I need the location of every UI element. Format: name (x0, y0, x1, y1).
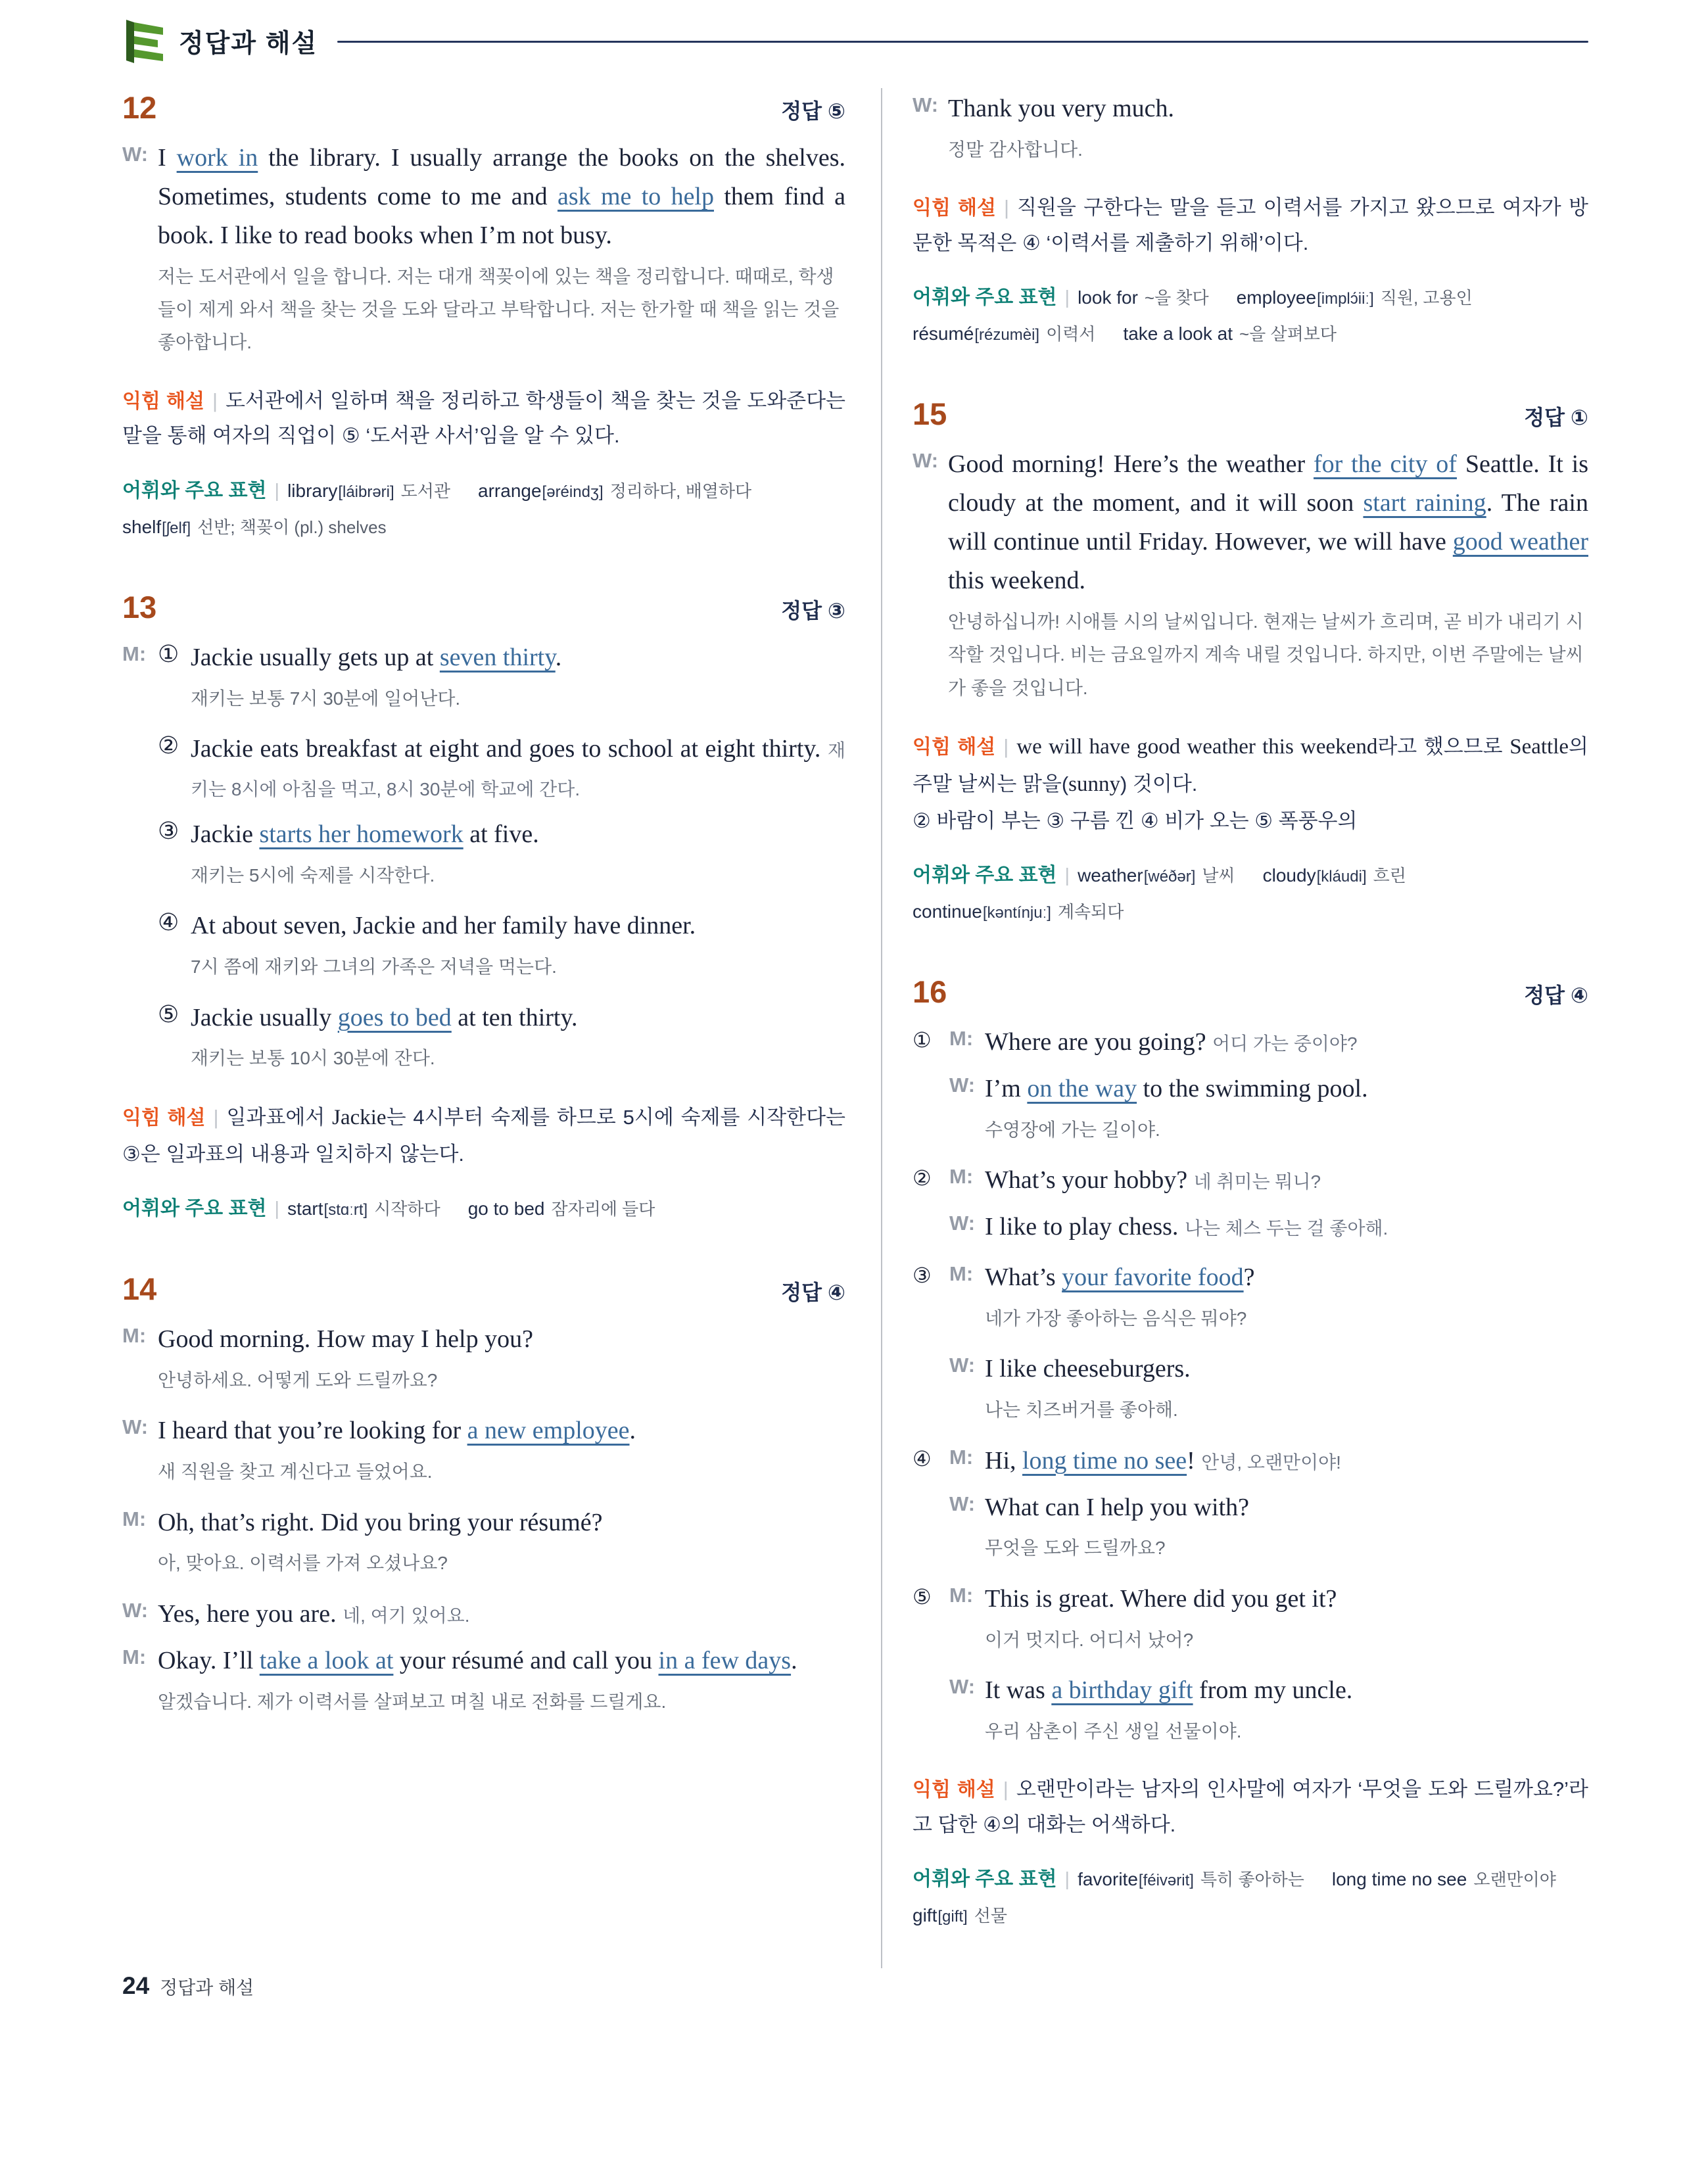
english-text (158, 1642, 845, 1680)
vocabulary-label: 어휘와 주요 표현 (913, 864, 1057, 886)
explanation (913, 1772, 1588, 1842)
speaker-label: W: (949, 1492, 976, 1515)
vocab-meaning: 도서관 (400, 481, 451, 501)
text-segment: Seattle. It is cloudy at the moment, and it will soon (948, 450, 1589, 517)
item-number: ⑤ (913, 1584, 932, 1609)
text-segment: I like to play chess. (985, 1213, 1185, 1241)
numbered-statement-line (122, 730, 845, 807)
reply-line (949, 1671, 1588, 1710)
key-expression: work in (176, 144, 258, 172)
korean-translation: 7시 쯤에 재키와 그녀의 가족은 저녁을 먹는다. (191, 957, 557, 978)
vocabulary-label: 어휘와 주요 표현 (122, 479, 267, 502)
korean-translation: 이거 멋지다. 어디서 났어? (985, 1629, 1194, 1650)
text-segment: . (629, 1417, 636, 1445)
item-number: ④ (913, 1446, 932, 1471)
reply-line (949, 1208, 1588, 1246)
english-inline: we will have good weather this weekend (1016, 735, 1378, 759)
vocab-meaning: 오랜만이야 (1473, 1870, 1556, 1890)
content-columns (122, 88, 1588, 1968)
text-segment: 오랜만이라는 남자의 인사말에 여자가 ‘무엇을 도와 드릴까요?’라고 답한 ④의 대화는 어색하다. (913, 1778, 1588, 1836)
vocab-term: shelf (122, 516, 162, 537)
text-segment: 의 주말 날씨는 맑을( (913, 735, 1588, 795)
text-segment: Oh, that’s right. Did you bring your résumé? (158, 1508, 603, 1536)
vocab-term: employee (1236, 287, 1317, 308)
item-number: ⑤ (158, 1001, 179, 1028)
speaker-label: M: (949, 1583, 974, 1607)
text-segment: ! (1187, 1446, 1202, 1475)
text-segment: . The rain will continue until Friday. However, we will have (948, 489, 1588, 556)
dialogue-line (122, 1595, 845, 1634)
vocab-term: look for (1078, 287, 1138, 308)
speaker-label: M: (949, 1165, 974, 1189)
vocab-pronunciation: [implɔ́iiː] (1317, 290, 1374, 308)
korean-translation: 저는 도서관에서 일을 합니다. 저는 대개 책꽂이에 있는 책을 정리합니다. 때때로, 학생들이 제게 와서 책을 찾는 것을 도와 달라고 부탁합니다. 저는 한가할 때 책을 읽는 것을 좋아합니다. (158, 266, 840, 353)
english-inline: Jackie (332, 1105, 387, 1129)
numbered-dialogue-line (913, 1258, 1588, 1297)
question-number: 15 (913, 396, 947, 432)
korean-inline: 나는 체스 두는 걸 좋아해. (1184, 1218, 1388, 1239)
text-segment: 도서관에서 일하며 책을 정리하고 학생들이 책을 찾는 것을 도와준다는 말을 통해 여자의 직업이 ⑤ ‘도서관 사서’임을 알 수 있다. (122, 389, 845, 448)
text-segment: Good morning. How may I help you? (158, 1325, 533, 1353)
english-text (191, 730, 845, 807)
answer-badge: 정답 ③ (781, 598, 845, 623)
text-segment: 직원을 구한다는 말을 듣고 이력서를 가지고 왔으므로 여자가 방문한 목적은 ④ ‘이력서를 제출하기 위해’이다. (913, 196, 1588, 254)
label-divider: | (1064, 1869, 1070, 1891)
korean-inline: 재키는 8시에 아침을 먹고, 8시 30분에 학교에 간다. (191, 740, 845, 800)
vocab-entry (913, 316, 1095, 352)
text-segment: ? (1243, 1264, 1255, 1292)
text-segment: What’s (985, 1264, 1062, 1292)
vocab-entry (478, 473, 751, 509)
explanation (913, 728, 1588, 838)
key-expression: your favorite food (1062, 1264, 1244, 1292)
page-footer (122, 1972, 254, 2000)
key-expression: starts her homework (259, 820, 463, 848)
vocab-pronunciation: [gift] (937, 1908, 968, 1926)
vocab-pronunciation: [kəntínjuː] (982, 904, 1051, 922)
label-divider: | (1064, 864, 1070, 886)
answer-badge: 정답 ⑤ (781, 99, 845, 123)
speaker-label: M: (949, 1027, 974, 1051)
vocab-meaning: 날씨 (1202, 865, 1235, 886)
question-header (913, 396, 1588, 432)
text-segment: This is great. Where did you get it? (985, 1584, 1337, 1613)
speaker-label: M: (122, 1645, 147, 1668)
key-expression: on the way (1027, 1075, 1137, 1102)
vocabulary-label: 어휘와 주요 표현 (913, 287, 1057, 309)
key-expression: goes to bed (337, 1003, 452, 1031)
item-number: ③ (913, 1264, 932, 1288)
vocab-entry (1123, 316, 1337, 352)
vocab-meaning: 선물 (974, 1906, 1007, 1926)
text-segment: Yes, here you are. (158, 1599, 343, 1628)
question-number: 14 (122, 1271, 157, 1306)
text-segment: At about seven, Jackie and her family have dinner. (191, 912, 696, 940)
korean-translation: 새 직원을 찾고 계신다고 들었어요. (158, 1461, 433, 1482)
vocab-pronunciation: [féivərit] (1138, 1872, 1194, 1890)
key-expression: for the city of (1314, 450, 1457, 479)
korean-translation: 네가 가장 좋아하는 음식은 뭐야? (985, 1308, 1247, 1329)
korean-inline: 안녕, 오랜만이야! (1201, 1452, 1341, 1473)
korean-inline: 네 취미는 뭐니? (1193, 1171, 1321, 1193)
vocab-entry (122, 509, 387, 546)
vocab-term: arrange (478, 480, 542, 501)
label-divider: | (1003, 735, 1009, 759)
vocab-term: start (287, 1198, 323, 1219)
text-segment: I like cheeseburgers. (985, 1355, 1191, 1383)
english-text (985, 1070, 1588, 1108)
numbered-statement-line (122, 999, 845, 1037)
text-segment: Jackie usually (191, 1003, 338, 1031)
korean-inline: 어디 가는 중이야? (1212, 1033, 1358, 1054)
vocabulary-label: 어휘와 주요 표현 (913, 1868, 1057, 1891)
key-expression: good weather (1452, 528, 1588, 556)
key-expression: a new employee (467, 1417, 630, 1445)
english-text (985, 1350, 1588, 1388)
vocab-entry (287, 473, 450, 509)
english-text (191, 999, 845, 1037)
text-segment: Jackie eats breakfast at eight and goes to school at eight thirty. (191, 735, 828, 763)
vocab-entry (287, 1191, 440, 1227)
vocab-pronunciation: [wéðər] (1143, 867, 1196, 886)
vocab-meaning: ~을 살펴보다 (1239, 324, 1337, 344)
explanation (913, 190, 1588, 260)
text-segment: I (158, 144, 177, 172)
text-segment: . (555, 643, 562, 671)
speaker-label (122, 907, 158, 945)
answer-badge: 정답 ④ (781, 1281, 845, 1304)
question-number: 13 (122, 589, 157, 625)
explanation-label: 익힘 해설 (913, 197, 996, 220)
speaker-label (122, 730, 158, 807)
item-number: ① (913, 1028, 932, 1052)
text-segment: this weekend. (948, 567, 1085, 595)
korean-inline: 네, 여기 있어요. (343, 1605, 470, 1626)
english-inline: Seattle (1509, 735, 1569, 759)
vocab-term: cloudy (1262, 864, 1316, 886)
dialogue-line (122, 1642, 845, 1680)
numbered-dialogue-line (913, 1161, 1588, 1200)
vocab-term: take a look at (1123, 323, 1233, 344)
speaker-label: W: (949, 1074, 976, 1097)
korean-translation: 나는 치즈버거를 좋아해. (985, 1400, 1178, 1421)
text-segment: your résumé and call you (393, 1646, 659, 1674)
text-segment: Jackie (191, 820, 260, 848)
speaker-label: W: (949, 1354, 976, 1377)
text-segment: I’m (985, 1075, 1028, 1102)
vocab-pronunciation: [láibrəri] (338, 483, 394, 501)
question-header (122, 589, 845, 625)
text-segment: 일과표에서 (226, 1105, 333, 1129)
vocab-entry (1263, 858, 1406, 894)
english-inline: sunny (1068, 772, 1121, 796)
speaker-label: W: (949, 1212, 976, 1235)
label-divider: | (1003, 196, 1010, 220)
label-divider: | (213, 1105, 219, 1129)
vocab-entry (1332, 1862, 1556, 1898)
vocab-pronunciation: [ʃelf] (162, 519, 191, 537)
label-divider: | (1064, 287, 1070, 309)
vocabulary (122, 472, 845, 546)
label-divider: | (212, 389, 218, 412)
vocab-meaning: 시작하다 (374, 1198, 440, 1219)
vocab-term: continue (913, 901, 982, 922)
text-segment: ) 것이다. (1120, 772, 1198, 795)
vocab-meaning: ~을 찾다 (1144, 288, 1209, 308)
question-number: 12 (122, 90, 157, 125)
answer-badge: 정답 ④ (1524, 983, 1588, 1008)
item-number: ③ (158, 818, 179, 844)
vocab-term: favorite (1078, 1869, 1138, 1890)
dialogue-line (913, 89, 1588, 128)
text-segment: ② 바람이 부는 ③ 구름 낀 ④ 비가 오는 ⑤ 폭풍우의 (913, 809, 1358, 832)
vocab-meaning: 특히 좋아하는 (1200, 1870, 1304, 1890)
vocab-term: long time no see (1331, 1869, 1467, 1890)
english-text (158, 1595, 845, 1634)
page-number: 24 (122, 1972, 150, 1999)
korean-translation: 재키는 5시에 숙제를 시작한다. (191, 864, 435, 886)
english-text (985, 1671, 1588, 1710)
korean-translation: 재키는 보통 10시 30분에 잔다. (191, 1048, 435, 1069)
text-segment: at five. (463, 820, 539, 848)
page-header (122, 17, 1588, 66)
vocab-term: gift (913, 1905, 937, 1926)
numbered-statement-line (122, 638, 845, 677)
text-segment: 라고 했으므로 (1377, 735, 1510, 759)
vocabulary-label: 어휘와 주요 표현 (122, 1197, 267, 1219)
vocab-pronunciation: [rézumèi] (974, 326, 1040, 344)
korean-translation: 아, 맞아요. 이력서를 가져 오셨나요? (158, 1553, 448, 1574)
page-title: 정답과 해설 (179, 30, 318, 58)
vocab-entry (913, 1898, 1007, 1934)
numbered-dialogue-line (913, 1442, 1588, 1480)
brand-logo-icon (122, 17, 166, 66)
question-header (122, 1271, 845, 1307)
english-text (191, 907, 845, 945)
korean-translation: 우리 삼촌이 주신 생일 선물이야. (985, 1720, 1242, 1741)
vocab-entry (913, 894, 1124, 930)
speaker-label: M: (122, 642, 147, 665)
english-text (191, 815, 845, 854)
english-text (985, 1258, 1588, 1297)
dialogue-line (122, 1503, 845, 1542)
vocab-meaning: 정리하다, 배열하다 (609, 481, 752, 501)
vocab-pronunciation: [stɑːrt] (323, 1200, 368, 1219)
dialogue-line (913, 445, 1588, 600)
korean-translation: 재키는 보통 7시 30분에 일어난다. (191, 688, 461, 709)
text-segment: 는 4시부터 숙제를 하므로 5시에 숙제를 시작한다는 ③은 일과표의 내용과 일치하지 않는다. (122, 1105, 846, 1166)
vocabulary (913, 1860, 1588, 1934)
key-expression: seven thirty (439, 643, 556, 671)
speaker-label: W: (913, 449, 939, 473)
reply-line (949, 1070, 1588, 1108)
vocab-term: library (287, 480, 338, 501)
text-segment: Hi, (985, 1446, 1022, 1475)
speaker-label: W: (949, 1675, 976, 1699)
key-expression: take a look at (259, 1646, 394, 1674)
vocab-term: résumé (913, 323, 974, 344)
vocab-meaning: 잠자리에 들다 (551, 1198, 655, 1219)
question-number: 16 (913, 974, 947, 1010)
english-text (985, 1488, 1588, 1527)
text-segment: Good morning! Here’s the weather (948, 450, 1314, 479)
speaker-label: W: (913, 93, 939, 116)
vocab-entry (1237, 280, 1473, 316)
vocab-meaning: 흐린 (1373, 865, 1406, 886)
dialogue-line (122, 1411, 845, 1450)
speaker-label: M: (122, 1324, 147, 1347)
question-header (122, 89, 845, 126)
label-divider: | (1003, 1778, 1008, 1801)
english-text (191, 638, 845, 677)
text-segment: to the swimming pool. (1137, 1075, 1368, 1102)
vocabulary (122, 1190, 845, 1227)
text-segment: them find a book. I like to read books when I’m not busy. (158, 182, 846, 249)
speaker-label: W: (122, 1415, 149, 1439)
text-segment: . (791, 1646, 797, 1674)
text-segment: It was (985, 1676, 1052, 1705)
footer-label: 정답과 해설 (160, 1977, 254, 1998)
explanation (122, 383, 845, 454)
vocab-entry (468, 1191, 655, 1227)
speaker-label: W: (122, 143, 149, 166)
reply-line (949, 1488, 1588, 1527)
speaker-label: M: (122, 1507, 147, 1530)
speaker-label (122, 999, 158, 1037)
vocab-term: go to bed (467, 1198, 545, 1219)
vocab-entry (1078, 858, 1235, 894)
text-segment: I heard that you’re looking for (158, 1417, 467, 1445)
numbered-statement-line (122, 907, 845, 945)
numbered-dialogue-line (913, 1023, 1588, 1062)
speaker-label: W: (122, 1598, 149, 1622)
key-expression: start raining (1363, 489, 1486, 517)
item-number: ② (158, 732, 179, 759)
dialogue-line (122, 139, 845, 255)
vocab-meaning: 선반; 책꽂이 (pl.) shelves (197, 517, 387, 537)
vocab-pronunciation: [kláudi] (1316, 867, 1367, 886)
vocab-pronunciation: [əréindʒ] (542, 483, 604, 501)
vocab-term: weather (1078, 864, 1143, 886)
numbered-statement-line (122, 815, 845, 854)
korean-translation: 안녕하세요. 어떻게 도와 드릴까요? (158, 1369, 438, 1390)
explanation (122, 1099, 845, 1171)
header-rule (337, 41, 1588, 43)
vocab-meaning: 이력서 (1046, 324, 1096, 344)
english-text (985, 1161, 1588, 1200)
text-segment: Thank you very much. (948, 95, 1175, 122)
english-text (948, 445, 1588, 600)
vocab-entry (1078, 280, 1209, 316)
label-divider: | (274, 480, 280, 502)
english-text (158, 139, 845, 255)
dialogue-line (122, 1320, 845, 1359)
explanation-label: 익힘 해설 (122, 1106, 206, 1129)
vocab-meaning: 계속되다 (1057, 902, 1124, 922)
label-divider: | (274, 1198, 280, 1219)
left-column (122, 88, 881, 1968)
text-segment: Where are you going? (985, 1028, 1213, 1056)
explanation-label: 익힘 해설 (122, 390, 204, 412)
speaker-label (122, 815, 158, 854)
item-number: ① (158, 640, 179, 667)
speaker-label: M: (949, 1262, 974, 1286)
vocab-meaning: 직원, 고용인 (1380, 288, 1473, 308)
english-text (985, 1442, 1588, 1480)
answer-badge: 정답 ① (1524, 406, 1588, 430)
korean-translation: 무엇을 도와 드릴까요? (985, 1538, 1166, 1559)
item-number: ② (913, 1166, 932, 1191)
reply-line (949, 1350, 1588, 1388)
korean-translation: 안녕하십니까! 시애틀 시의 날씨입니다. 현재는 날씨가 흐리며, 곧 비가 내리기 시작할 것입니다. 비는 금요일까지 계속 내릴 것입니다. 하지만, 이번 주말에는 날씨가 좋을 것입니다. (948, 611, 1584, 698)
vocab-entry (1078, 1862, 1304, 1898)
text-segment: the library. I usually arrange the books on the shelves. Sometimes, students come to me and (158, 144, 845, 210)
korean-translation: 정말 감사합니다. (948, 139, 1083, 160)
explanation-label: 익힘 해설 (913, 736, 996, 759)
english-text (985, 1023, 1588, 1062)
english-text (985, 1580, 1588, 1619)
korean-translation: 수영장에 가는 길이야. (985, 1119, 1160, 1140)
text-segment: What’s your hobby? (985, 1166, 1194, 1194)
text-segment: What can I help you with? (985, 1493, 1250, 1521)
numbered-dialogue-line (913, 1580, 1588, 1619)
speaker-label: M: (949, 1445, 974, 1469)
english-text (158, 1411, 845, 1450)
text-segment: Jackie usually gets up at (191, 643, 440, 671)
text-segment: Okay. I’ll (158, 1646, 260, 1674)
english-text (158, 1320, 845, 1359)
item-number: ④ (158, 909, 179, 936)
key-expression: ask me to help (557, 182, 714, 210)
key-expression: long time no see (1022, 1446, 1187, 1475)
key-expression: a birthday gift (1051, 1676, 1193, 1705)
vocabulary (913, 857, 1588, 930)
key-expression: in a few days (658, 1646, 792, 1674)
question-header (913, 974, 1588, 1010)
korean-translation: 알겠습니다. 제가 이력서를 살펴보고 며칠 내로 전화를 드릴게요. (158, 1691, 667, 1712)
vocabulary (913, 279, 1588, 352)
english-text (948, 89, 1588, 128)
text-segment: from my uncle. (1193, 1676, 1353, 1705)
english-text (158, 1503, 845, 1542)
right-column (882, 88, 1588, 1968)
text-segment: at ten thirty. (451, 1003, 578, 1031)
explanation-label: 익힘 해설 (913, 1779, 995, 1801)
english-text (985, 1208, 1588, 1246)
